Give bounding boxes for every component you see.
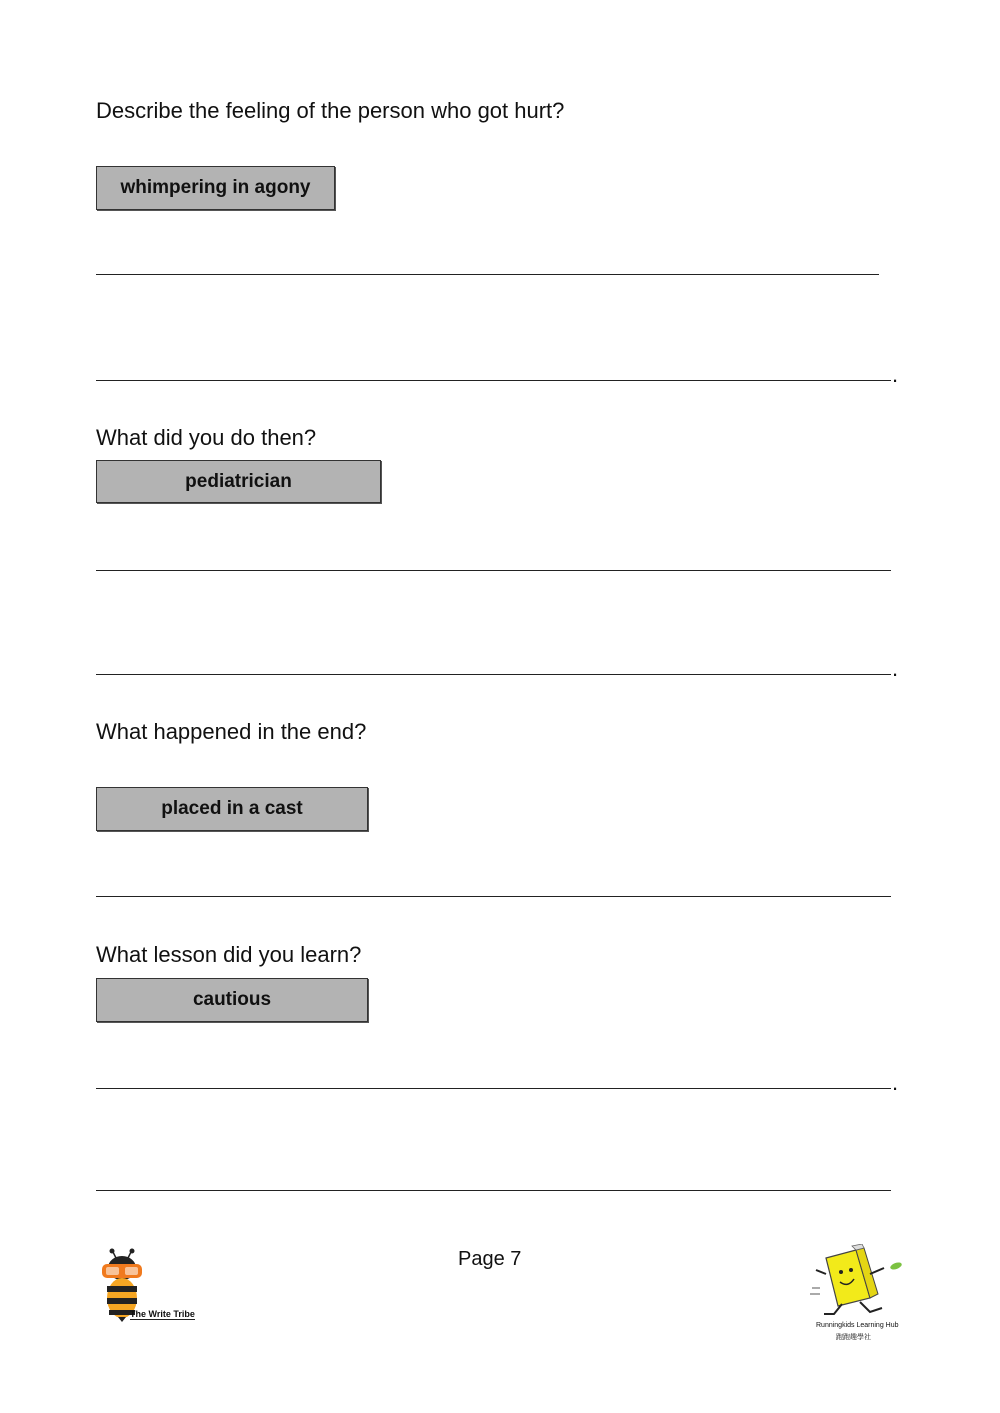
period-mark: . <box>892 1070 899 1095</box>
word-box-3: placed in a cast <box>96 787 368 831</box>
word-box-1: whimpering in agony <box>96 166 335 210</box>
write-tribe-logo <box>96 1248 208 1328</box>
answer-line[interactable] <box>96 674 891 675</box>
period-mark: . <box>892 656 899 681</box>
running-book-icon <box>808 1244 908 1320</box>
question-3: What happened in the end? <box>96 719 367 744</box>
answer-line[interactable] <box>96 380 891 381</box>
learning-hub-subtext: 跑跑趣學社 <box>836 1334 871 1341</box>
answer-line[interactable] <box>96 570 891 571</box>
answer-line[interactable] <box>96 896 891 897</box>
period-mark: . <box>892 362 899 387</box>
write-tribe-text: The Write Tribe <box>130 1309 195 1319</box>
page-number: Page 7 <box>458 1248 522 1270</box>
answer-line[interactable] <box>96 1190 891 1191</box>
question-1: Describe the feeling of the person who got hurt? <box>96 98 565 123</box>
answer-line[interactable] <box>96 1088 891 1089</box>
question-2: What did you do then? <box>96 425 317 450</box>
learning-hub-logo <box>808 1244 908 1344</box>
question-4: What lesson did you learn? <box>96 942 362 967</box>
word-box-2: pediatrician <box>96 460 381 503</box>
answer-line[interactable] <box>96 274 879 275</box>
word-box-4: cautious <box>96 978 368 1022</box>
learning-hub-text: Runningkids Learning Hub <box>816 1322 899 1329</box>
